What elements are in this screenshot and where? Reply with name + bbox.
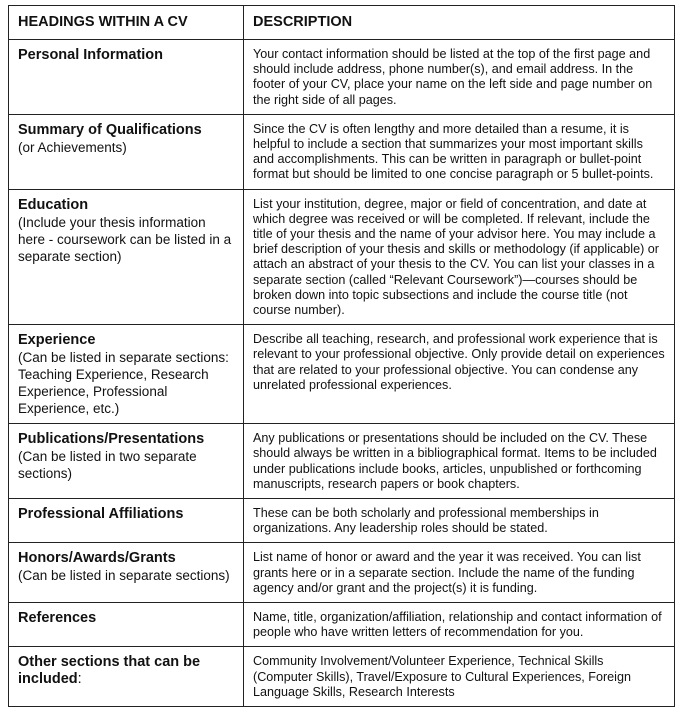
table-row-experience: [9, 325, 675, 424]
table-row-professional-affiliations: [9, 499, 675, 543]
table-row-publications-presentations: [9, 424, 675, 499]
table-row-honors-awards-grants: [9, 543, 675, 603]
row-heading: Honors/Awards/Grants: [18, 550, 176, 567]
row-subheading: (Can be listed in two separate sections): [18, 449, 197, 482]
row-heading: References: [18, 610, 97, 627]
heading-cell: [9, 40, 244, 115]
row-subheading: (Can be listed in separate sections): [18, 568, 230, 584]
table-row-personal-information: [9, 40, 675, 115]
row-heading: Summary of Qualifications: [18, 121, 202, 138]
heading-cell: [9, 499, 244, 543]
row-heading-text: Other sections that can be included: [18, 654, 201, 688]
cv-headings-table: [8, 5, 675, 707]
table-row-education: [9, 189, 675, 325]
row-heading-colon: :: [77, 671, 82, 688]
heading-cell: [9, 543, 244, 603]
row-heading: Publications/Presentations: [18, 431, 205, 448]
row-subheading: (Include your thesis information here - coursework can be listed in a separate section): [18, 214, 232, 264]
row-subheading: (Can be listed in separate sections: Teaching Experience, Research Experience, Professional Experience, etc.): [18, 350, 229, 417]
heading-cell: [9, 114, 244, 189]
heading-cell: [9, 325, 244, 424]
header-row: [9, 6, 675, 40]
heading-cell: [9, 647, 244, 707]
description-cell: Community Involvement/Volunteer Experience, Technical Skills (Computer Skills), Travel/Exposure to Cultural Experiences, Foreign Language Skills, Research Interests: [244, 647, 675, 707]
description-cell: Since the CV is often lengthy and more detailed than a resume, it is helpful to include a section that summarizes your most important skills and accomplishments. This can be written in paragraph or bullet-point format but should be limited to one concise paragraph or 5 bullet-points.: [244, 114, 675, 189]
heading-cell: [9, 189, 244, 325]
description-cell: List your institution, degree, major or field of concentration, and date at which degree was received or will be completed. If relevant, include the title of your thesis and the name of your advisor here. You may include a brief description of your thesis and skills or methodology (if applicable) or attach an abstract of your thesis to the CV. You can list your classes in a separate section (called “Relevant Coursework”)—courses should be broken down into topic subsections and include the course title (not course number).: [244, 189, 675, 325]
table-row-other-sections: [9, 647, 675, 707]
description-cell: List name of honor or award and the year it was received. You can list grants here or in a separate section. Include the name of the funding agency and/or grant and the project(s) it is funding.: [244, 543, 675, 603]
description-cell: Name, title, organization/affiliation, relationship and contact information of people who have written letters of recommendation for you.: [244, 603, 675, 647]
heading-cell: [9, 603, 244, 647]
description-cell: These can be both scholarly and professional memberships in organizations. Any leadership roles should be stated.: [244, 499, 675, 543]
table-row-summary-of-qualifications: [9, 114, 675, 189]
table-row-references: [9, 603, 675, 647]
description-cell: Describe all teaching, research, and professional work experience that is relevant to your professional objective. Only provide detail on experiences that are related to your professional objective. You can condense any unrelated professional experiences.: [244, 325, 675, 424]
row-heading: Education: [18, 196, 89, 213]
row-subheading: (or Achievements): [18, 139, 127, 155]
description-cell: Any publications or presentations should be included on the CV. These should always be written in a bibliographical format. Items to be included under publications include books, articles, unpublished or forthcoming manuscripts, research papers or book chapters.: [244, 424, 675, 499]
row-heading: Personal Information: [18, 47, 164, 63]
column-header-headings: HEADINGS WITHIN A CV: [9, 6, 244, 40]
row-heading: Experience: [18, 332, 96, 349]
description-cell: Your contact information should be listed at the top of the first page and should include address, phone number(s), and email address. In the footer of your CV, place your name on the left side and page number on the right side of all pages.: [244, 40, 675, 115]
heading-cell: [9, 424, 244, 499]
row-heading: [18, 654, 234, 688]
column-header-description: DESCRIPTION: [244, 6, 675, 40]
row-heading: Professional Affiliations: [18, 506, 184, 523]
